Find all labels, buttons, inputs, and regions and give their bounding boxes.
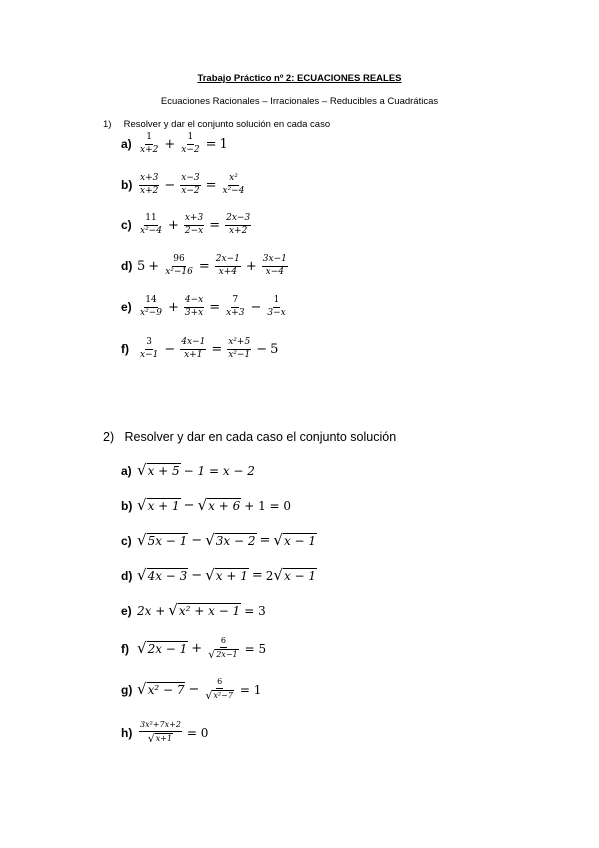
equation: √ x + 1 − √ x + 6 + 1 = 0	[137, 496, 292, 515]
exercise-label: c)	[121, 218, 132, 233]
equation: 2x + √ x² + x − 1 = 3	[137, 601, 266, 620]
equation: √ 4x − 3 − √ x + 1 = 2 √ x − 1	[137, 566, 317, 585]
equation: $\frac{1}{x+2}$ + $\frac{1}{x-2}$ = 1	[140, 132, 228, 155]
section-2-heading	[103, 430, 396, 444]
exercise-2d	[121, 568, 317, 583]
exercise-1a	[121, 133, 228, 156]
equation: $\frac{14}{\text{x²−9}}$ + $\frac{4-x}{3+x}$ = $\frac{7}{x+3}$ − $\frac{1}{3-x}$	[140, 295, 286, 318]
exercise-2h	[121, 721, 208, 745]
exercise-2c	[121, 533, 317, 548]
section-2-instruction: Resolver y dar en cada caso el conjunto solución	[124, 430, 397, 444]
exercise-label: a)	[121, 463, 132, 478]
exercise-label: b)	[121, 498, 133, 513]
exercise-label: e)	[121, 300, 132, 315]
exercise-label: d)	[121, 568, 133, 583]
exercise-2b	[121, 498, 291, 513]
equation: 3x²+7x+2 √ x+1 = 0	[140, 720, 209, 745]
exercise-label: c)	[121, 533, 132, 548]
exercise-label: b)	[121, 178, 133, 193]
equation: √ 5x − 1 − √ 3x − 2 = √ x − 1	[137, 531, 317, 550]
equation: $\frac{3}{x-1}$ − $\frac{4x-1}{x+1}$ = $\frac{\text{x²+5}}{\text{x²−1}}$ − 5	[140, 337, 279, 360]
exercise-label: h)	[121, 725, 133, 740]
section-1-number: 1)	[103, 119, 112, 130]
exercise-1b	[121, 174, 247, 197]
exercise-label: g)	[121, 682, 133, 697]
equation: √ x + 5 − 1 = x − 2	[137, 461, 255, 480]
equation: √ x² − 7 − 6 √ x²−7 = 1	[137, 677, 262, 702]
exercise-label: f)	[121, 342, 129, 357]
section-1-instruction: Resolver y dar el conjunto solución en cada caso	[123, 119, 331, 130]
exercise-1d	[121, 255, 290, 278]
exercise-label: a)	[121, 137, 132, 152]
exercise-1f	[121, 338, 278, 361]
exercise-2f	[121, 637, 266, 661]
equation: √ 2x − 1 + 6 √ 2x−1 = 5	[137, 636, 267, 661]
section-1-heading	[103, 119, 330, 130]
equation: $\frac{x+3}{x+2}$ − $\frac{x-3}{x-2}$ = $\frac{\text{x²}}{\text{x²−4}}$	[140, 173, 245, 196]
equation: 5 + $\frac{96}{\text{x²−16}}$ = $\frac{2x-1}{x+4}$ + $\frac{3x-1}{x-4}$	[137, 254, 287, 277]
exercise-label: f)	[121, 641, 129, 656]
page-title: Trabajo Práctico nº 2: ECUACIONES REALES	[197, 73, 402, 84]
exercise-1e	[121, 296, 289, 319]
page-subtitle: Ecuaciones Racionales – Irracionales – Reducibles a Cuadráticas	[160, 96, 439, 107]
exercise-label: e)	[121, 603, 132, 618]
section-2-number: 2)	[103, 430, 115, 444]
equation: $\frac{11}{\text{x²−4}}$ + $\frac{x+3}{2-x}$ = $\frac{2x-3}{x+2}$	[140, 213, 251, 236]
exercise-2g	[121, 678, 261, 702]
exercise-label: d)	[121, 259, 133, 274]
exercise-2e	[121, 603, 266, 618]
exercise-2a	[121, 463, 255, 478]
exercise-1c	[121, 214, 253, 237]
